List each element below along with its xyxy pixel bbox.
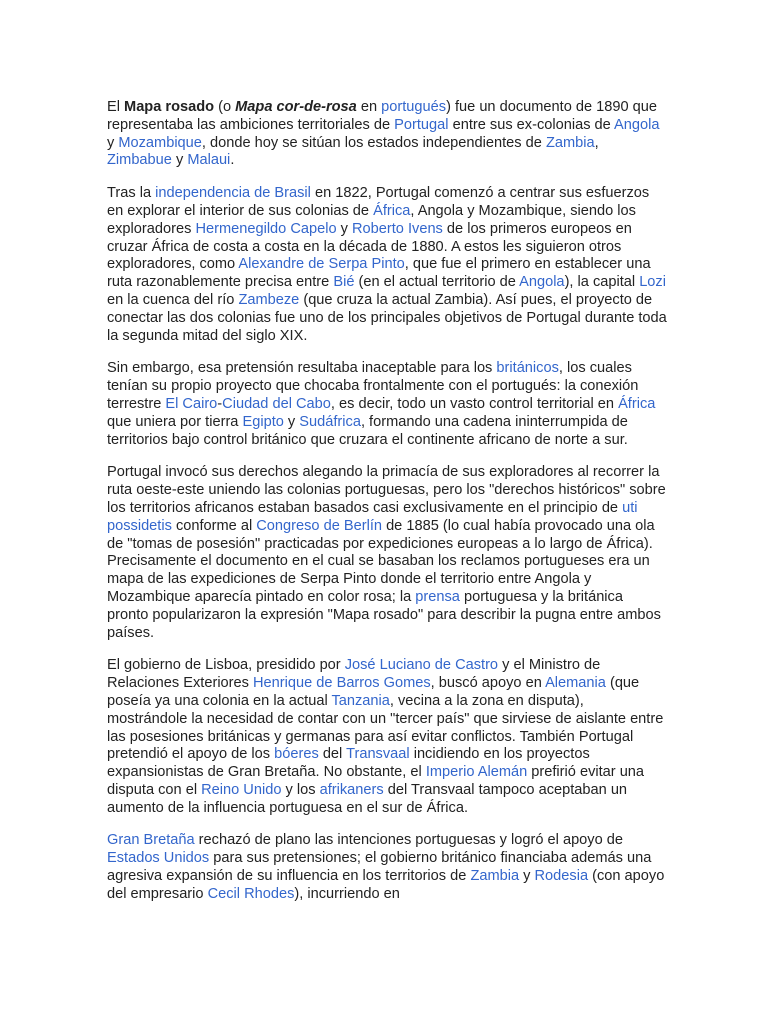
article-link[interactable]: Roberto Ivens xyxy=(352,220,443,237)
text-run: en la cuenca del río xyxy=(107,291,239,308)
text-run: que uniera por tierra xyxy=(107,413,243,430)
text-run xyxy=(235,99,357,115)
text-run: , buscó apoyo en xyxy=(430,675,546,692)
article-link[interactable]: El Cairo xyxy=(165,395,218,412)
article-link[interactable]: Reino Unido xyxy=(201,781,282,798)
text-run: conforme al xyxy=(171,517,257,534)
text-run: , vecina a la zona en disputa), mostrándole la necesidad de contar con un "tercer país" que sirviese de aislante entre las posesiones británicas y germanas para así evitar conflictos. También Portugal pretendió el apoyo de los xyxy=(107,692,664,763)
article-link[interactable]: Egipto xyxy=(242,413,284,430)
article-link[interactable]: Ciudad del Cabo xyxy=(222,395,331,412)
text-run: y los xyxy=(281,781,320,798)
text-run: . xyxy=(230,152,235,169)
text-run: (en el actual territorio de xyxy=(354,274,520,291)
text-run: rechazó de plano las intenciones portuguesas y logró el apoyo de xyxy=(194,832,623,849)
emphasis-text: Mapa rosado xyxy=(124,99,215,115)
article-link[interactable]: Zambeze xyxy=(238,291,300,308)
article-link[interactable]: Angola xyxy=(614,116,660,133)
article-link[interactable]: Henrique de Barros Gomes xyxy=(253,675,431,692)
article-link[interactable]: Estados Unidos xyxy=(107,850,210,867)
article-link[interactable]: África xyxy=(373,202,411,219)
text-run: (o xyxy=(214,99,236,115)
text-run: y xyxy=(107,134,119,151)
paragraph-3 xyxy=(107,360,667,449)
text-run: entre sus ex-colonias de xyxy=(448,116,615,133)
article-link[interactable]: afrikaners xyxy=(319,781,384,798)
article-link[interactable]: Congreso de Berlín xyxy=(256,517,383,534)
article-link[interactable]: Tanzania xyxy=(331,692,390,709)
article-link[interactable]: Angola xyxy=(519,274,565,291)
article-link[interactable]: África xyxy=(618,395,656,412)
paragraph-1 xyxy=(107,99,667,170)
text-run: en 1822, Portugal comenzó a centrar sus esfuerzos en explorar el interior de sus colonias de xyxy=(107,185,650,219)
paragraph-5 xyxy=(107,657,667,817)
article-link[interactable]: Lozi xyxy=(639,274,666,291)
text-run: de los primeros europeos en cruzar África de costa a costa en la década de 1880. A estos les siguieron otros exploradores, como xyxy=(107,220,632,273)
text-run: , los cuales tenían su propio proyecto que chocaba frontalmente con el portugués: la conexión terrestre xyxy=(107,360,639,412)
text-run: del Transvaal tampoco aceptaban un aumento de la influencia portuguesa en el sur de África. xyxy=(107,781,628,816)
article-link[interactable]: portugués xyxy=(381,99,447,115)
paragraph-4 xyxy=(107,464,667,642)
article-link[interactable]: Alemania xyxy=(545,675,606,692)
article-link[interactable]: Zambia xyxy=(545,134,595,151)
article-link[interactable]: bóeres xyxy=(274,746,319,763)
text-run: El xyxy=(107,99,125,115)
article-link[interactable]: prensa xyxy=(415,588,460,605)
text-run: ), incurriendo en xyxy=(294,885,400,902)
article-link[interactable]: Gran Bretaña xyxy=(107,832,195,849)
text-run: , que fue el primero en establecer una ruta razonablemente precisa entre xyxy=(107,256,651,291)
text-run: , xyxy=(594,134,599,151)
text-run: , formando una cadena ininterrumpida de territorios bajo control británico que cruzara el continente africano de norte a sur. xyxy=(107,413,628,448)
text-run: , Angola y Mozambique, siendo los exploradores xyxy=(107,202,636,237)
text-run: incidiendo en los proyectos expansionistas de Gran Bretaña. No obstante, el xyxy=(107,746,590,781)
text-run: ) fue un documento de 1890 que representaba las ambiciones territoriales de xyxy=(107,99,658,133)
article-link[interactable]: Zambia xyxy=(470,868,520,885)
article-link[interactable]: Sudáfrica xyxy=(299,413,361,430)
text-run: Portugal invocó sus derechos alegando la primacía de sus exploradores al recorrer la ruta oeste-este uniendo las colonias portuguesas, pero los "derechos históricos" sobre los territorios africanos estaban basados casi exclusivamente en el principio de xyxy=(107,464,666,516)
text-run: - xyxy=(217,395,223,412)
text-run: y el Ministro de Relaciones Exteriores xyxy=(107,657,601,692)
article-link[interactable]: Transvaal xyxy=(346,746,410,763)
text-run: Tras la xyxy=(107,185,156,202)
text-run: y xyxy=(171,152,188,169)
text-run: ), la capital xyxy=(564,274,640,291)
text-run: del xyxy=(318,746,347,763)
text-run: (que cruza la actual Zambia). Así pues, el proyecto de conectar las dos colonias fue uno de los principales objetivos de Portugal durante toda la segunda mitad del siglo XIX. xyxy=(107,291,667,344)
emphasis-text: Mapa cor-de-rosa xyxy=(235,99,357,115)
article-link[interactable]: independencia de Brasil xyxy=(155,185,311,202)
article-link[interactable]: Zimbabue xyxy=(107,152,172,169)
article-link[interactable]: Imperio Alemán xyxy=(425,764,528,781)
article-link[interactable]: Hermenegildo Capelo xyxy=(195,220,337,237)
article-body xyxy=(107,99,667,919)
article-link[interactable]: Cecil Rhodes xyxy=(207,885,295,902)
paragraph-6 xyxy=(107,832,667,903)
text-run: y xyxy=(519,868,535,885)
article-link[interactable]: británicos xyxy=(496,360,559,377)
text-run: y xyxy=(283,413,300,430)
text-run xyxy=(124,99,214,115)
text-run: Sin embargo, esa pretensión resultaba inaceptable para los xyxy=(107,360,497,377)
text-run: prefirió evitar una disputa con el xyxy=(107,764,645,798)
article-link[interactable]: Rodesia xyxy=(534,868,589,885)
text-run: (con apoyo del empresario xyxy=(107,868,665,902)
article-link[interactable]: Malaui xyxy=(187,152,231,169)
text-run: en xyxy=(356,99,382,115)
text-run: , donde hoy se sitúan los estados independientes de xyxy=(201,134,546,151)
article-link[interactable]: Portugal xyxy=(394,116,449,133)
text-run: portuguesa y la británica pronto popularizaron la expresión "Mapa rosado" para describir la pugna entre ambos países. xyxy=(107,588,661,641)
article-link[interactable]: Alexandre de Serpa Pinto xyxy=(238,256,405,273)
article-link[interactable]: uti possidetis xyxy=(107,499,638,534)
text-run: (que poseía ya una colonia en la actual xyxy=(107,675,640,709)
text-run: para sus pretensiones; el gobierno británico financiaba además una agresiva expansión de su influencia en los territorios de xyxy=(107,850,652,885)
article-link[interactable]: Mozambique xyxy=(118,134,202,151)
text-run: El gobierno de Lisboa, presidido por xyxy=(107,657,345,674)
article-link[interactable]: Bié xyxy=(333,274,355,291)
text-run: y xyxy=(336,220,352,237)
paragraph-2 xyxy=(107,185,667,345)
text-run: de 1885 (lo cual había provocado una ola de "tomas de posesión" practicadas por expediciones europeas a lo largo de África). Precisamente el documento en el cual se basaban los reclamos portugueses era un mapa de las expediciones de Serpa Pinto donde el territorio entre Angola y Mozambique aparecía pintado en color rosa; la xyxy=(107,517,655,605)
text-run: , es decir, todo un vasto control territorial en xyxy=(330,395,619,412)
article-link[interactable]: José Luciano de Castro xyxy=(344,657,499,674)
